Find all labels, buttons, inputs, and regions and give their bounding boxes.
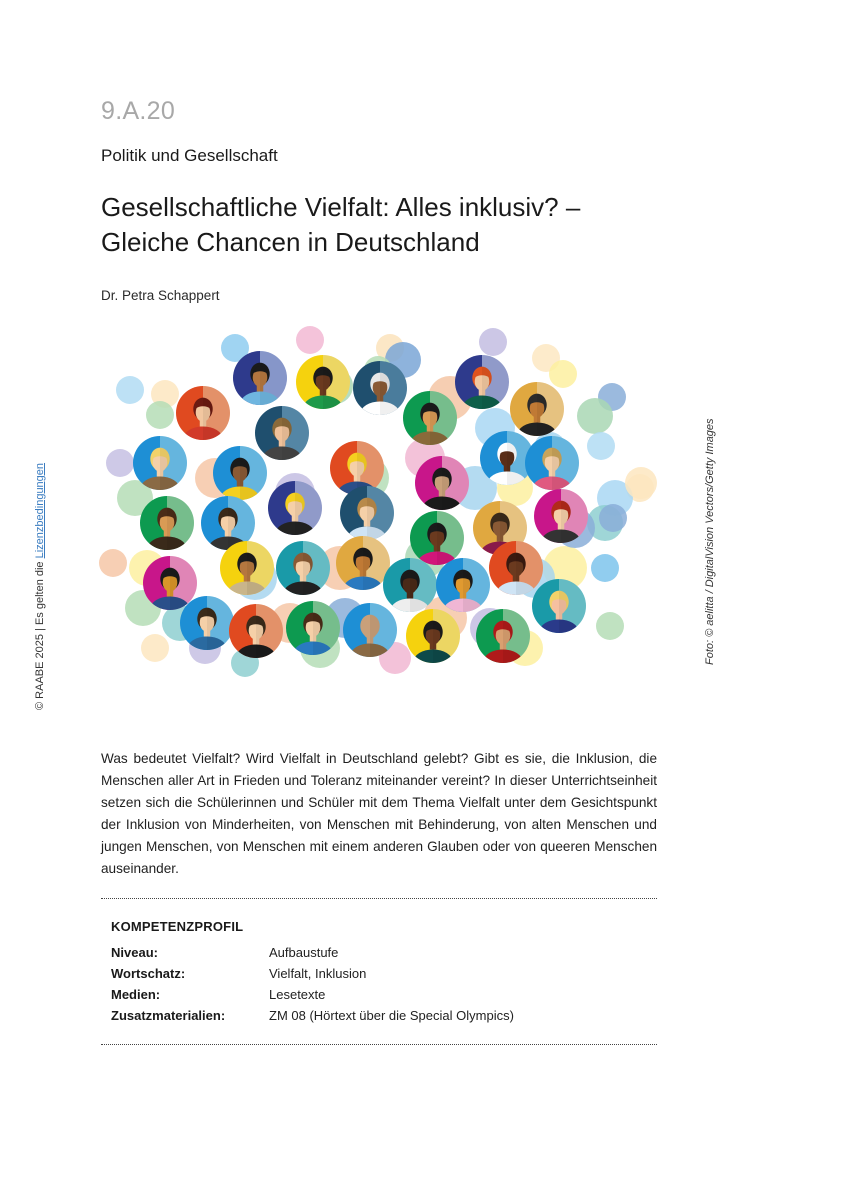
background-bubble <box>479 328 507 356</box>
background-bubble <box>116 376 144 404</box>
background-bubble <box>106 449 134 477</box>
person-avatar <box>276 541 330 606</box>
subject-label: Politik und Gesellschaft <box>101 146 278 165</box>
profile-label: Wortschatz: <box>111 966 186 981</box>
profile-label: Medien: <box>111 987 161 1002</box>
competence-profile <box>101 898 657 1045</box>
background-bubble <box>146 401 174 429</box>
copyright-text: © RAABE 2025 | Es gelten die <box>34 558 46 710</box>
profile-label: Niveau: <box>111 945 158 960</box>
page-title <box>101 190 580 260</box>
person-avatar <box>532 579 586 644</box>
profile-value: Aufbaustufe <box>269 945 339 960</box>
background-bubble <box>599 504 627 532</box>
diversity-illustration <box>95 318 665 690</box>
license-link[interactable]: Lizenzbedingungen <box>34 462 46 559</box>
copyright-notice <box>34 463 46 710</box>
profile-value: Lesetexte <box>269 987 326 1002</box>
background-bubble <box>141 634 169 662</box>
person-avatar <box>353 361 407 426</box>
intro-paragraph: Was bedeutet Vielfalt? Wird Vielfalt in Deutschland gelebt? Gibt es sie, die Inklusion, die Menschen aller Art in Frieden und Toleranz miteinander vereint? In dieser Unterrichtseinheit setzen sich die Schülerinnen und Schüler mit dem Thema Vielfalt unter dem Gesichtspunkt der Inklusion von Minderheiten, von Menschen mit Behinderung, von alten Menschen und jungen Menschen, von Menschen mit einem anderen Glauben oder von queeren Menschen auseinander. <box>101 751 657 876</box>
person-avatar <box>268 481 322 546</box>
background-bubble <box>296 326 324 354</box>
person-avatar <box>406 609 460 674</box>
background-bubble <box>625 467 657 499</box>
title-line-2: Gleiche Chancen in Deutschland <box>101 227 480 257</box>
profile-value: Vielfalt, Inklusion <box>269 966 367 981</box>
background-bubble <box>596 612 624 640</box>
profile-label: Zusatzmaterialien: <box>111 1008 226 1023</box>
person-avatar <box>296 355 350 420</box>
dotted-divider-bottom <box>101 1044 657 1045</box>
profile-row <box>111 984 514 1005</box>
background-bubble <box>577 398 613 434</box>
background-bubble <box>99 549 127 577</box>
profile-row <box>111 942 514 963</box>
unit-code: 9.A.20 <box>101 97 176 125</box>
title-line-1: Gesellschaftliche Vielfalt: Alles inklusiv? – <box>101 192 581 222</box>
profile-value: ZM 08 (Hörtext über die Special Olympics) <box>269 1008 514 1023</box>
background-bubble <box>549 360 577 388</box>
background-bubble <box>591 554 619 582</box>
profile-heading: KOMPETENZPROFIL <box>111 919 244 934</box>
photo-credit: Foto: © aelitta / DigitalVision Vectors/Getty Images <box>704 418 716 665</box>
profile-row <box>111 963 514 984</box>
author: Dr. Petra Schappert <box>101 288 220 303</box>
person-avatar <box>176 386 230 451</box>
background-bubble <box>587 432 615 460</box>
people-circles-image <box>95 318 665 690</box>
dotted-divider-top <box>101 898 657 899</box>
person-avatar <box>233 351 287 416</box>
person-avatar <box>336 536 390 601</box>
person-avatar <box>415 456 469 521</box>
profile-row <box>111 1005 514 1026</box>
profile-table <box>111 942 514 1026</box>
